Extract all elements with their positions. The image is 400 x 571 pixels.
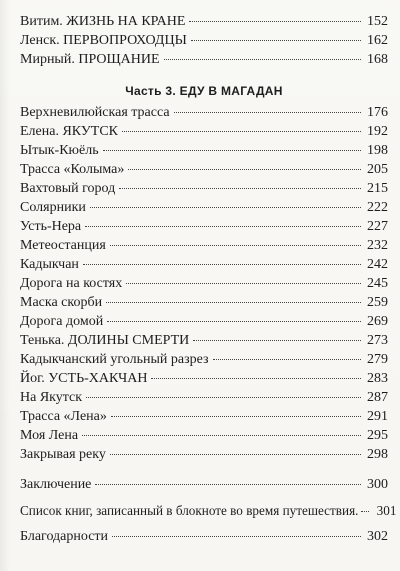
toc-entry [20,276,388,295]
dot-leader [122,131,361,132]
toc-entry-title: Заключение [20,477,92,492]
toc-entry-title: Верхневилюйская трасса [20,105,170,120]
toc-entry-page: 162 [367,33,388,48]
dot-leader [191,40,361,41]
toc-entry [20,219,388,238]
dot-leader [107,321,361,322]
dot-leader [85,226,361,227]
dot-leader [103,150,361,151]
toc-entry-page: 215 [367,181,388,196]
toc-entry-title: Йог. УСТЬ-ХАКЧАН [20,371,148,386]
section-gap [20,466,388,477]
toc-entry-title: Солярники [20,200,86,215]
dot-leader [106,302,361,303]
toc-entry [20,409,388,428]
toc-entry [20,238,388,257]
dot-leader [174,112,361,113]
toc-entry-title: Маска скорби [20,295,103,310]
toc-closing-section [20,477,397,555]
toc-entry-title: Закрывая реку [20,447,106,462]
toc-entry-title: Дорога домой [20,314,104,329]
toc-entry-title: Дорога на костях [20,276,123,291]
toc-entry-page: 291 [367,409,388,424]
toc-entry [20,33,388,52]
toc-entry-title: Кадыкчанский угольный разрез [20,352,209,367]
dot-leader [86,397,361,398]
toc-entry-page: 168 [367,52,388,67]
toc-entry [20,503,397,529]
toc-entry-page: 273 [367,333,388,348]
toc-entry-page: 302 [367,529,388,544]
dot-leader [112,536,361,537]
toc-entry-title: На Якутск [20,390,83,405]
toc-entry-title: Усть-Нера [20,219,82,234]
toc-entry [20,200,388,219]
toc-entry [20,105,388,124]
toc-entry-title: Ленск. ПЕРВОПРОХОДЦЫ [20,33,187,48]
toc-entry-page: 301 [376,503,397,518]
toc-entry [20,371,388,390]
toc-part3-section [20,105,388,466]
dot-leader [151,378,361,379]
toc-entry-title: Список книг, записанный в блокноте во время путешествия. [20,503,359,518]
toc-entry-title: Ытык-Кюёль [20,143,99,158]
dot-leader [361,511,369,512]
toc-entry-page: 259 [367,295,388,310]
toc-entry [20,257,388,276]
toc-entry [20,390,388,409]
dot-leader [119,188,361,189]
toc-entry-page: 300 [367,477,388,492]
toc-entry-page: 283 [367,371,388,386]
toc-entry [20,428,388,447]
toc-entry [20,162,388,181]
toc-entry [20,52,388,71]
toc-entry-page: 279 [367,352,388,367]
toc-entry-title: Метеостанция [20,238,106,253]
dot-leader [82,435,361,436]
part-heading: Часть 3. ЕДУ В МАГАДАН [125,84,283,98]
toc-entry [20,314,388,333]
toc-entry-page: 295 [367,428,388,443]
dot-leader [128,169,361,170]
toc-entry-page: 242 [367,257,388,272]
toc-entry-page: 298 [367,447,388,462]
toc-entry-title: Кадыкчан [20,257,79,272]
toc-entry-title: Трасса «Лена» [20,409,107,424]
dot-leader [164,59,361,60]
toc-entry-title: Вахтовый город [20,181,116,196]
dot-leader [193,340,361,341]
toc-entry [20,295,388,314]
toc-entry [20,352,388,371]
toc-entry [20,333,388,352]
dot-leader [95,484,361,485]
toc-entry-title: Витим. ЖИЗНЬ НА КРАНЕ [20,14,186,29]
toc-entry [20,181,388,200]
dot-leader [126,283,361,284]
toc-entry-page: 192 [367,124,388,139]
toc-entry [20,447,388,466]
toc-entry [20,124,388,143]
dot-leader [189,21,361,22]
toc-entry-page: 287 [367,390,388,405]
toc-entry [20,143,388,162]
toc-entry [20,477,388,503]
toc-entry [20,14,388,33]
toc-entry-page: 205 [367,162,388,177]
toc-top-section [20,14,388,71]
toc-entry-page: 176 [367,105,388,120]
dot-leader [83,264,361,265]
toc-entry-title: Мирный. ПРОЩАНИЕ [20,52,160,67]
dot-leader [90,207,361,208]
toc-entry-title: Елена. ЯКУТСК [20,124,118,139]
toc-entry-page: 227 [367,219,388,234]
dot-leader [213,359,361,360]
toc-entry-page: 245 [367,276,388,291]
toc-entry-page: 152 [367,14,388,29]
toc-entry-title: Тенька. ДОЛИНЫ СМЕРТИ [20,333,190,348]
toc-entry-title: Трасса «Колыма» [20,162,125,177]
toc-entry-page: 222 [367,200,388,215]
toc-entry-title: Благодарности [20,529,109,544]
dot-leader [110,454,361,455]
toc-entry [20,529,388,555]
toc-entry-page: 198 [367,143,388,158]
dot-leader [111,416,361,417]
dot-leader [110,245,361,246]
toc-entry-page: 232 [367,238,388,253]
toc-entry-page: 269 [367,314,388,329]
toc-entry-title: Моя Лена [20,428,79,443]
